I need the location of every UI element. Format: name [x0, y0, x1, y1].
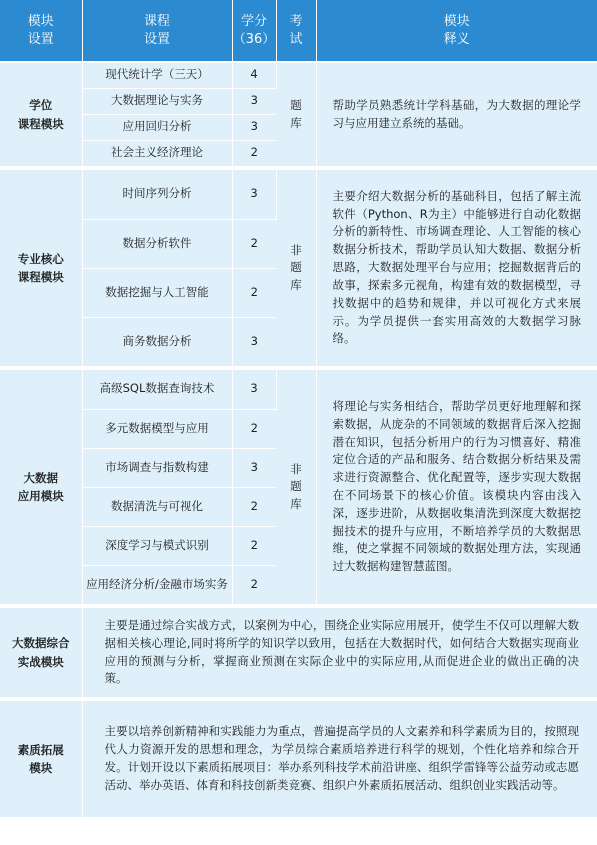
- module-core: 专业核心 课程模块: [0, 170, 82, 366]
- table-row: [0, 701, 597, 817]
- exam-type: 非 题 库: [276, 170, 316, 366]
- module-practice: 大数据综合 实战模块: [0, 608, 82, 697]
- course-name: 时间序列分析: [82, 170, 232, 219]
- table-row: [0, 170, 597, 219]
- module-description: 将理论与实务相结合，帮助学员更好地理解和探索数据，从庞杂的不同领域的数据背后深入挖掘潜在知识，包括分析用户的行为习惯喜好、精准定位合适的产品和服务、结合数据分析结果及需求进行资源整合、优化配置等，逐步实现大数据在不同场景下的核心价值。该模块内容由浅入深，逐步进阶，从数据收集清洗到深度大数据挖掘技术的提升与应用，不断培养学员的大数据思维，使之掌握不同领域的数据处理方法，实现通过大数据构建智慧蓝图。: [316, 370, 597, 604]
- header-row: [0, 0, 597, 62]
- table-row: [0, 62, 597, 88]
- course-credit: 2: [232, 140, 276, 166]
- course-credit: 2: [232, 409, 276, 448]
- module-quality: 素质拓展 模块: [0, 701, 82, 817]
- header-module-desc: 模块 释义: [316, 0, 597, 62]
- course-name: 社会主义经济理论: [82, 140, 232, 166]
- exam-type: 题 库: [276, 62, 316, 166]
- course-credit: 2: [232, 268, 276, 317]
- course-credit: 4: [232, 62, 276, 88]
- table-row: [0, 370, 597, 409]
- course-credit: 3: [232, 88, 276, 114]
- course-name: 应用回归分析: [82, 114, 232, 140]
- module-application: 大数据 应用模块: [0, 370, 82, 604]
- course-credit: 2: [232, 487, 276, 526]
- course-credit: 3: [232, 170, 276, 219]
- course-name: 数据分析软件: [82, 219, 232, 268]
- course-name: 数据挖掘与人工智能: [82, 268, 232, 317]
- course-name: 商务数据分析: [82, 317, 232, 366]
- module-description: 主要是通过综合实战方式，以案例为中心，围绕企业实际应用展开，使学生不仅可以理解大数据相关核心理论,同时将所学的知识学以致用，包括在大数据时代，如何结合大数据实现商业应用的预测与分析，掌握商业预测在实际企业中的实际应用,从而促进企业的做出正确的决策。: [82, 608, 597, 697]
- header-exam: 考 试: [276, 0, 316, 62]
- course-credit: 2: [232, 565, 276, 604]
- course-credit: 3: [232, 317, 276, 366]
- course-name: 深度学习与模式识别: [82, 526, 232, 565]
- header-course-setup: 课程 设置: [82, 0, 232, 62]
- course-name: 市场调查与指数构建: [82, 448, 232, 487]
- course-credit: 2: [232, 219, 276, 268]
- table-row: [0, 608, 597, 697]
- module-description: 帮助学员熟悉统计学科基础，为大数据的理论学习与应用建立系统的基础。: [316, 62, 597, 166]
- module-description: 主要以培养创新精神和实践能力为重点，普遍提高学员的人文素养和科学素质为目的，按照现代人力资源开发的思想和理念，为学员综合素质培养进行科学的规划，个性化培养和综合开发。计划开设以下素质拓展项目：举办系列科技学术前沿讲座、组织学雷锋等公益劳动或志愿活动、举办英语、体育和科技创新类竞赛、组织户外素质拓展活动、组织创业实践活动等。: [82, 701, 597, 817]
- header-credits: 学分 （36）: [232, 0, 276, 62]
- header-module-setup: 模块 设置: [0, 0, 82, 62]
- course-name: 多元数据模型与应用: [82, 409, 232, 448]
- course-name: 大数据理论与实务: [82, 88, 232, 114]
- course-credit: 3: [232, 448, 276, 487]
- course-credit: 3: [232, 370, 276, 409]
- course-credit: 3: [232, 114, 276, 140]
- course-name: 数据清洗与可视化: [82, 487, 232, 526]
- exam-type: 非 题 库: [276, 370, 316, 604]
- module-description: 主要介绍大数据分析的基础科目，包括了解主流软件（Python、R为主）中能够进行自动化数据分析的新特性、市场调查理论、人工智能的核心数据分析技术，帮助学员认知大数据、数据分析思路，大数据处理平台与应用；挖掘数据背后的故事，探索多元视角，构建有效的数据模型，寻找数据中的趋势和规律，并以可视化方式来展示。为学员提供一套实用高效的大数据学习脉络。: [316, 170, 597, 366]
- course-name: 现代统计学（三天）: [82, 62, 232, 88]
- module-degree: 学位 课程模块: [0, 62, 82, 166]
- course-credit: 2: [232, 526, 276, 565]
- course-name: 应用经济分析/金融市场实务: [82, 565, 232, 604]
- course-name: 高级SQL数据查询技术: [82, 370, 232, 409]
